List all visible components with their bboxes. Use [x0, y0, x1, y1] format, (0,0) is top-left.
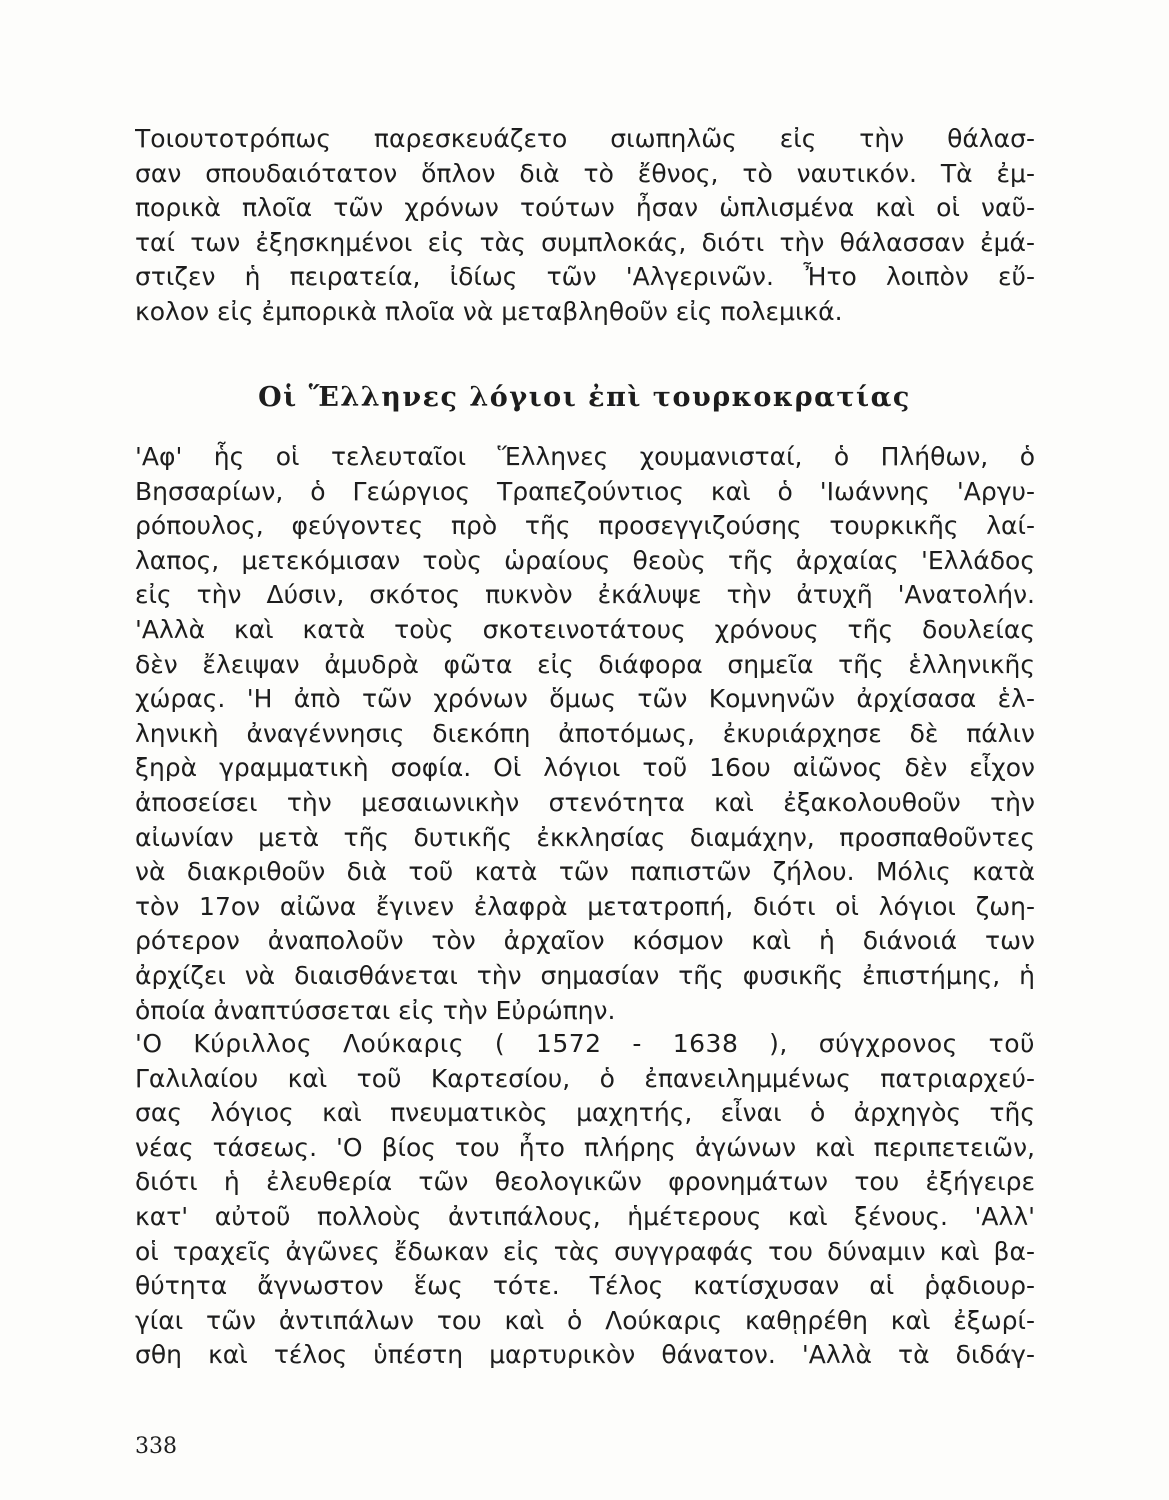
text-line: ξηρὰ γραμματικὴ σοφία. Οἱ λόγιοι τοῦ 16ου αἰῶνος δὲν εἶχον: [135, 753, 1035, 783]
text-line: διότι ἡ ἐλευθερία τῶν θεολογικῶν φρονημάτων του ἐξήγειρε: [135, 1167, 1035, 1197]
text-line: Βησσαρίων, ὁ Γεώργιος Τραπεζούντιος καὶ ὁ 'Ιωάννης 'Αργυ-: [135, 476, 1035, 506]
text-line: λαπος, μετεκόμισαν τοὺς ὡραίους θεοὺς τῆς ἀρχαίας 'Ελλάδος: [135, 545, 1035, 575]
text-line: ρόπουλος, φεύγοντες πρὸ τῆς προσεγγιζούσης τουρκικῆς λαί-: [135, 511, 1035, 541]
text-line: θύτητα ἄγνωστον ἕως τότε. Τέλος κατίσχυσαν αἱ ῥᾳδιουρ-: [135, 1271, 1035, 1301]
text-line: ληνικὴ ἀναγέννησις διεκόπη ἀποτόμως, ἐκυριάρχησε δὲ πάλιν: [135, 718, 1035, 748]
text-line: ρότερον ἀναπολοῦν τὸν ἀρχαῖον κόσμον καὶ ἡ διάνοιά των: [135, 926, 1035, 956]
text-line: νέας τάσεως. 'Ο βίος του ἦτο πλήρης ἀγώνων καὶ περιπετειῶν,: [135, 1132, 1035, 1162]
text-line: 'Αφ' ἧς οἱ τελευταῖοι Ἕλληνες χουμανισταί, ὁ Πλήθων, ὁ: [135, 442, 1035, 471]
intro-paragraph: [135, 122, 1035, 330]
text-line: σας λόγιος καὶ πνευματικὸς μαχητής, εἶναι ὁ ἀρχηγὸς τῆς: [135, 1098, 1035, 1128]
text-line: ὁποία ἀναπτύσσεται εἰς τὴν Εὐρώπην.: [135, 995, 616, 1025]
paragraph-greek-scholars: [135, 440, 1035, 1028]
text-line: εἰς τὴν Δύσιν, σκότος πυκνὸν ἐκάλυψε τὴν ἀτυχῆ 'Ανατολήν.: [135, 580, 1035, 610]
text-line: Γαλιλαίου καὶ τοῦ Καρτεσίου, ὁ ἐπανειλημμένως πατριαρχεύ-: [135, 1063, 1035, 1093]
text-line: σαν σπουδαιότατον ὅπλον διὰ τὸ ἔθνος, τὸ ναυτικόν. Τὰ ἐμ-: [135, 158, 1035, 188]
text-line: κατ' αὐτοῦ πολλοὺς ἀντιπάλους, ἡμέτερους καὶ ξένους. 'Αλλ': [135, 1201, 1035, 1231]
page-number: 338: [135, 1434, 177, 1459]
section-heading: Οἱ Ἕλληνες λόγιοι ἐπὶ τουρκοκρατίας: [258, 382, 911, 413]
text-line: τὸν 17ον αἰῶνα ἔγινεν ἐλαφρὰ μετατροπή, διότι οἱ λόγιοι ζωη-: [135, 891, 1035, 921]
text-line: στιζεν ἡ πειρατεία, ἰδίως τῶν 'Αλγερινῶν. Ἦτο λοιπὸν εὔ-: [135, 262, 1035, 292]
paragraph-loukaris: [135, 1027, 1035, 1373]
text-line: 'Αλλὰ καὶ κατὰ τοὺς σκοτεινοτάτους χρόνους τῆς δουλείας: [135, 614, 1035, 644]
text-line: νὰ διακριθοῦν διὰ τοῦ κατὰ τῶν παπιστῶν ζήλου. Μόλις κατὰ: [135, 857, 1035, 887]
text-line: δὲν ἔλειψαν ἀμυδρὰ φῶτα εἰς διάφορα σημεῖα τῆς ἑλληνικῆς: [135, 649, 1035, 679]
text-line: ἀρχίζει νὰ διαισθάνεται τὴν σημασίαν τῆς φυσικῆς ἐπιστήμης, ἡ: [135, 960, 1035, 990]
text-line: σθη καὶ τέλος ὑπέστη μαρτυρικὸν θάνατον. 'Αλλὰ τὰ διδάγ-: [135, 1340, 1035, 1370]
text-line: Τοιουτοτρόπως παρεσκευάζετο σιωπηλῶς εἰς τὴν θάλασ-: [135, 124, 1035, 153]
text-line: αἰωνίαν μετὰ τῆς δυτικῆς ἐκκλησίας διαμάχην, προσπαθοῦντες: [135, 822, 1035, 852]
text-line: ἀποσείσει τὴν μεσαιωνικὴν στενότητα καὶ ἐξακολουθοῦν τὴν: [135, 787, 1035, 817]
text-line: χώρας. 'Η ἀπὸ τῶν χρόνων ὅμως τῶν Κομνηνῶν ἀρχίσασα ἑλ-: [135, 684, 1035, 714]
text-line: ταί των ἐξησκημένοι εἰς τὰς συμπλοκάς, διότι τὴν θάλασσαν ἐμά-: [135, 227, 1035, 257]
text-line: γίαι τῶν ἀντιπάλων του καὶ ὁ Λούκαρις καθῃρέθη καὶ ἐξωρί-: [135, 1305, 1035, 1335]
text-line: κολον εἰς ἐμπορικὰ πλοῖα νὰ μεταβληθοῦν εἰς πολεμικά.: [135, 296, 843, 326]
text-line: οἱ τραχεῖς ἀγῶνες ἔδωκαν εἰς τὰς συγγραφάς του δύναμιν καὶ βα-: [135, 1236, 1035, 1266]
text-line: 'Ο Κύριλλος Λούκαρις ( 1572 - 1638 ), σύγχρονος τοῦ: [135, 1029, 1035, 1058]
text-line: πορικὰ πλοῖα τῶν χρόνων τούτων ἦσαν ὡπλισμένα καὶ οἱ ναῦ-: [135, 193, 1035, 223]
